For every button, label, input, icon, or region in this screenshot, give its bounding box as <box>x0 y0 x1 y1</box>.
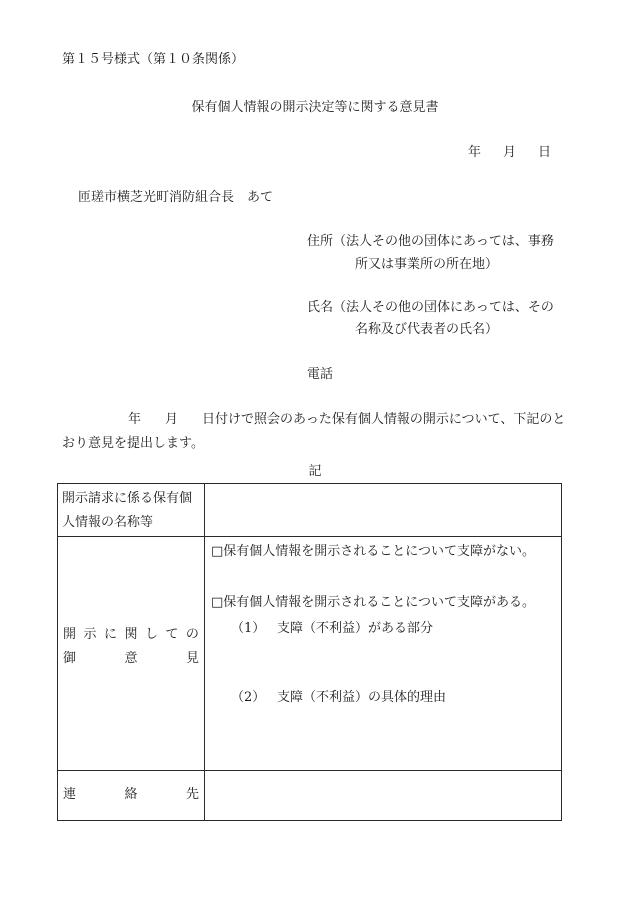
name-label: 氏名（法人その他の団体にあっては、その <box>307 300 554 315</box>
body-year: 年 <box>128 412 142 427</box>
label-char: し <box>144 627 158 642</box>
label-char: 関 <box>124 627 138 642</box>
label-char: 見 <box>185 651 199 666</box>
option-no-hindrance[interactable]: □保有個人情報を開示されることについて支障がない。 <box>211 544 536 559</box>
sub-item-2-number: （2） <box>231 690 266 705</box>
row1-label: 開示請求に係る保有個人情報の名称等 <box>62 491 193 530</box>
date-line <box>468 143 551 163</box>
addressee: 匝瑳市横芝光町消防組合長 あて <box>78 190 274 205</box>
opinion-table <box>57 483 562 821</box>
label-char: 開 <box>63 627 77 642</box>
date-day: 日 <box>538 145 552 160</box>
address-label-cont: 所又は事業所の所在地） <box>355 257 499 272</box>
row2-label-line1 <box>58 623 204 647</box>
label-char: に <box>103 627 117 642</box>
sub-item-2 <box>211 688 561 708</box>
body-month: 月 <box>165 412 179 427</box>
sub-item-1 <box>211 619 561 639</box>
label-char: 御 <box>63 651 77 666</box>
body-text-line1 <box>62 410 565 430</box>
table-row <box>58 484 562 537</box>
table-row <box>58 537 562 771</box>
row3-label <box>58 783 204 807</box>
row3-value-cell[interactable] <box>205 771 562 821</box>
sub-item-2-text: 支障（不利益）の具体的理由 <box>277 690 447 705</box>
document-title: 保有個人情報の開示決定等に関する意見書 <box>191 100 439 115</box>
phone-label: 電話 <box>307 367 334 382</box>
address-label: 住所（法人その他の団体にあっては、事務 <box>307 234 554 249</box>
form-number-label: 第１５号様式（第１０条関係） <box>62 52 245 67</box>
row1-label-cell <box>58 484 205 537</box>
row2-value-cell <box>205 537 562 771</box>
row2-label-cell <box>58 537 205 771</box>
sub-item-1-text: 支障（不利益）がある部分 <box>277 621 434 636</box>
label-char: の <box>185 627 199 642</box>
body-rest: 日付けで照会のあった保有個人情報の開示について、下記のと <box>202 412 566 427</box>
sub-item-1-number: （1） <box>231 621 266 636</box>
date-month: 月 <box>503 145 517 160</box>
ki-heading: 記 <box>308 464 322 479</box>
date-year: 年 <box>468 145 482 160</box>
label-char: 絡 <box>124 787 138 802</box>
row1-value-cell[interactable] <box>205 484 562 537</box>
name-label-cont: 名称及び代表者の氏名） <box>355 322 499 337</box>
table-row <box>58 771 562 821</box>
label-char: 意 <box>124 651 138 666</box>
label-char: 連 <box>63 787 77 802</box>
option-hindrance[interactable]: □保有個人情報を開示されることについて支障がある。 <box>211 595 536 610</box>
label-char: 先 <box>185 787 199 802</box>
label-char: て <box>165 627 179 642</box>
row2-label-line2 <box>58 647 204 671</box>
body-text-line2: おり意見を提出します。 <box>62 436 204 451</box>
label-char: 示 <box>83 627 97 642</box>
row3-label-cell <box>58 771 205 821</box>
